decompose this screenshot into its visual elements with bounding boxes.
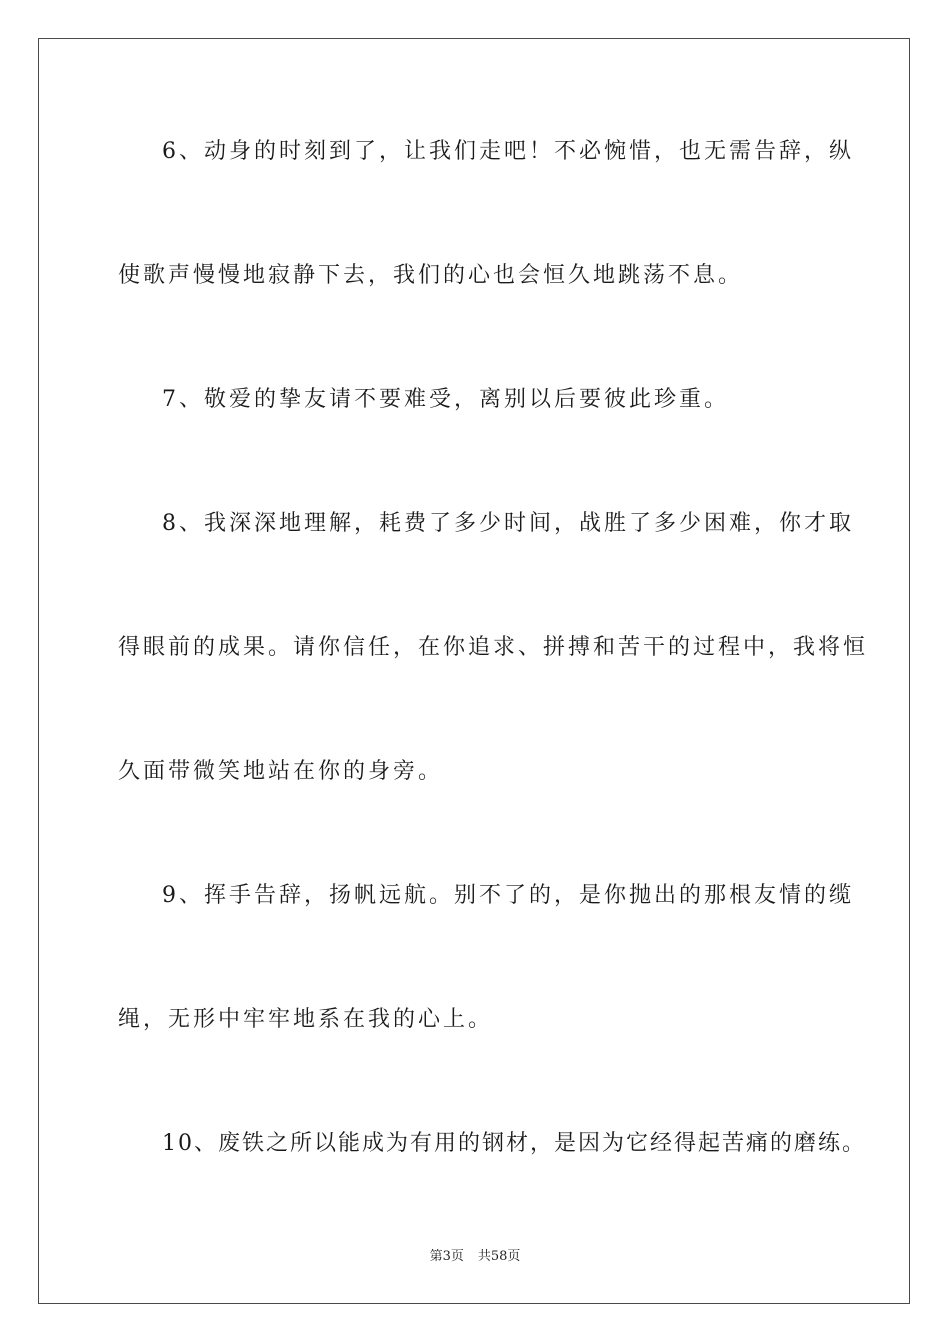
page-frame: [38, 38, 910, 1304]
page-number: 第3页: [429, 1249, 464, 1264]
paragraph-8-line-2: 得眼前的成果。请你信任，在你追求、拼搏和苦干的过程中，我将恒: [118, 635, 869, 660]
paragraph-8-line-1: 8、我深深地理解，耗费了多少时间，战胜了多少困难，你才取: [162, 511, 854, 536]
paragraph-6-line-2: 使歌声慢慢地寂静下去，我们的心也会恒久地跳荡不息。: [118, 263, 744, 288]
paragraph-6-line-1: 6、动身的时刻到了，让我们走吧！不必惋惜，也无需告辞，纵: [162, 139, 854, 164]
paragraph-9-line-1: 9、挥手告辞，扬帆远航。别不了的，是你抛出的那根友情的缆: [162, 883, 854, 908]
total-pages: 共58页: [477, 1249, 521, 1264]
paragraph-7-line-1: 7、敬爱的挚友请不要难受，离别以后要彼此珍重。: [162, 387, 729, 412]
page-footer: [0, 1245, 950, 1264]
paragraph-10-line-1: 10、废铁之所以能成为有用的钢材，是因为它经得起苦痛的磨练。: [162, 1131, 866, 1156]
paragraph-9-line-2: 绳，无形中牢牢地系在我的心上。: [118, 1007, 494, 1032]
paragraph-8-line-3: 久面带微笑地站在你的身旁。: [118, 759, 444, 784]
